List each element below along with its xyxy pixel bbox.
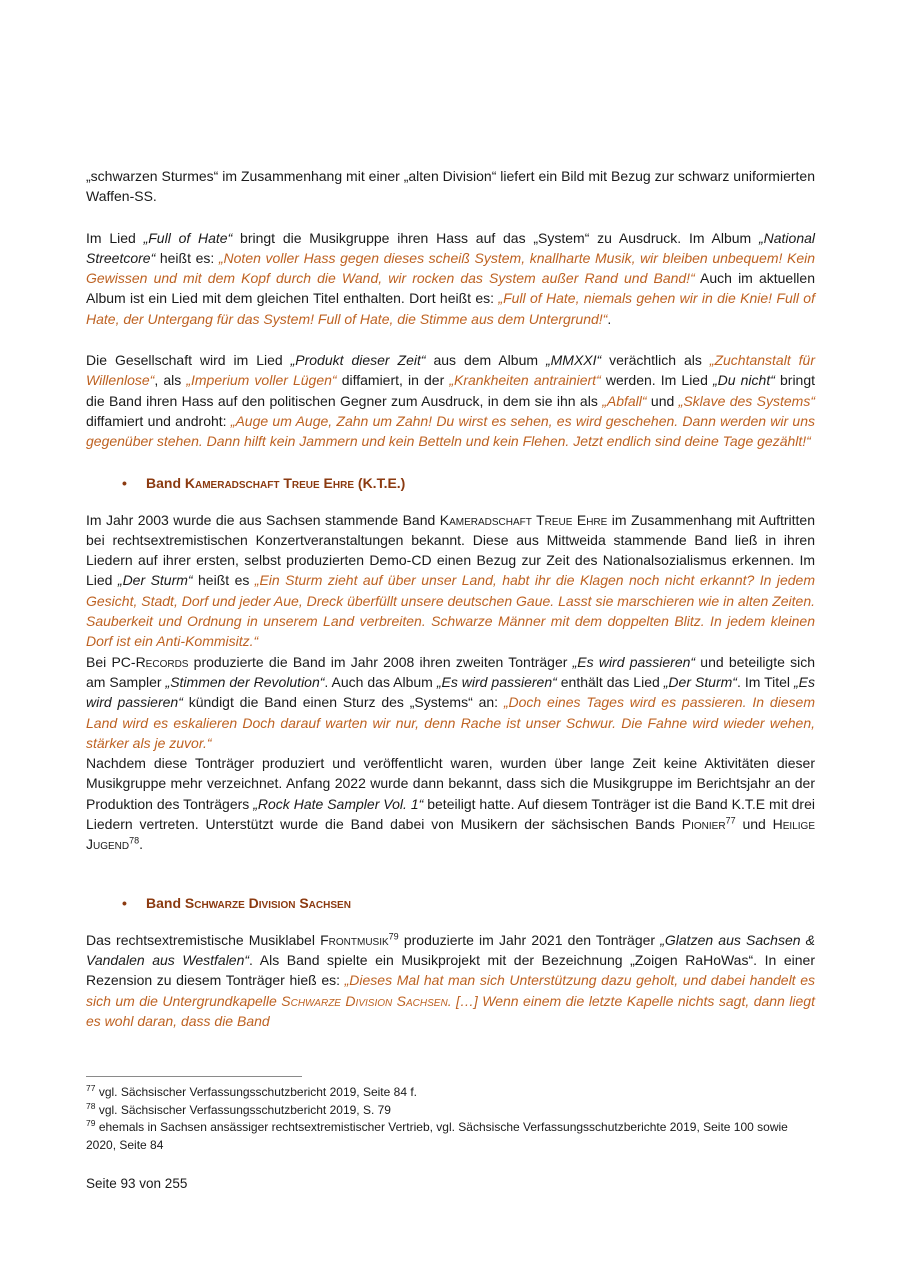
text-segment: „Rock Hate Sampler Vol. 1“	[253, 795, 424, 812]
text-segment: .	[139, 836, 144, 853]
text-segment: „Full of Hate“	[143, 229, 233, 246]
paragraph	[86, 166, 815, 207]
text-segment: Schwarze Division Sachsen	[281, 992, 448, 1009]
footnote-reference: 79	[388, 930, 399, 941]
text-segment: „Glatzen aus Sachsen & Vandalen aus Westfalen“	[86, 931, 816, 968]
text-segment: . Auch das Album	[324, 673, 437, 690]
text-segment: Im Lied	[86, 229, 144, 246]
text-segment: Die Gesellschaft wird im Lied	[86, 352, 291, 369]
text-segment: und beteiligte sich am Sampler	[86, 653, 815, 690]
bullet-heading-text	[146, 473, 405, 493]
bullet-heading-text	[146, 893, 351, 913]
text-segment: „Stimmen der Revolution“	[165, 673, 325, 690]
text-segment: „National Streetcore“	[86, 229, 815, 266]
text-segment: .	[607, 310, 612, 327]
text-segment: Das rechtsextremistische Musiklabel	[86, 931, 321, 948]
footnote-79	[86, 1119, 815, 1154]
text-segment: „Full of Hate, niemals gehen wir in die Knie! Full of Hate, der Untergang für das System! Full of Hate, die Stimme aus dem Untergrund!“	[86, 290, 815, 327]
footnote-78-ref: 78	[86, 1100, 96, 1111]
bullet-heading	[122, 893, 815, 913]
text-segment: Nachdem diese Tonträger produziert und veröffentlicht waren, wurden über lange Zeit keine Aktivitäten dieser Musikgruppe mehr verzeichnet. Anfang 2022 wurde dann bekannt, dass sich die Musikgruppe im Berichtsjahr an der Produktion des Tonträgers	[86, 755, 815, 812]
text-segment: diffamiert, in der	[336, 372, 450, 389]
text-segment: PC-Records	[111, 653, 189, 670]
text-segment: , als	[154, 372, 187, 389]
text-segment: „Du nicht“	[712, 372, 775, 389]
paragraph	[86, 753, 815, 854]
paragraph	[86, 510, 815, 652]
bullet-icon: •	[122, 894, 127, 911]
text-segment: Bei	[86, 653, 112, 670]
text-segment: „Auge um Auge, Zahn um Zahn! Du wirst es sehen, es wird geschehen. Dann werden wir uns gegenüber stehen. Dann hilft kein Jammern und kein Betteln und kein Flehen. Jetzt endlich sind deine Tage gezählt!“	[86, 412, 815, 450]
text-segment: Auch im aktuellen Album ist ein Lied mit dem gleichen Titel enthalten. Dort heißt es:	[86, 270, 815, 307]
bullet-heading	[122, 473, 815, 493]
text-segment: „Es wird passieren“	[86, 673, 815, 711]
page-number-footer: Seite 93 von 255	[86, 1176, 188, 1191]
text-segment: und	[646, 392, 679, 409]
text-segment: „Der Sturm“	[663, 673, 737, 690]
paragraph	[86, 930, 815, 1031]
text-segment: Im Jahr 2003 wurde die aus Sachsen stammende Band	[86, 511, 440, 528]
text-segment: . […] Wenn einem die letzte Kapelle nichts sagt, dann liegt es wohl daran, dass die Band	[86, 992, 815, 1029]
paragraph	[86, 350, 815, 451]
footnote-reference: 78	[129, 835, 140, 846]
text-segment: produzierte die Band im Jahr 2008 ihren zweiten Tonträger	[188, 653, 573, 670]
text-segment: bringt die Musikgruppe ihren Hass auf das „System“ zu Ausdruck. Im Album	[232, 229, 759, 246]
footnote-separator	[86, 1076, 302, 1077]
footnote-section	[86, 1076, 815, 1154]
text-segment: Band	[146, 474, 185, 491]
text-segment: „Abfall“	[602, 392, 647, 409]
text-segment: heißt es	[192, 572, 255, 589]
text-segment: Frontmusik	[320, 931, 389, 948]
text-segment: Kameradschaft Treue Ehre	[439, 511, 608, 528]
text-segment: „Imperium voller Lügen“	[186, 372, 337, 389]
footnote-78-text: vgl. Sächsischer Verfassungsschutzbericht 2019, S. 79	[98, 1102, 391, 1117]
footnote-77-text: vgl. Sächsischer Verfassungsschutzbericht 2019, Seite 84 f.	[98, 1085, 417, 1099]
text-segment: Kameradschaft Treue Ehre	[184, 474, 355, 491]
text-segment: beteiligt hatte. Auf diesem Tonträger ist die Band K.T.E mit drei Liedern vertreten. Unterstützt wurde die Band dabei von Musikern der sächsischen Bands	[86, 795, 815, 833]
bullet-icon: •	[122, 474, 127, 491]
text-segment: Band	[146, 894, 185, 911]
text-segment: kündigt die Band einen Sturz des „Systems“ an:	[182, 694, 504, 711]
document-body	[86, 166, 815, 1031]
footnote-79-text: ehemals in Sachsen ansässiger rechtsextremistischer Vertrieb, vgl. Sächsische Verfassungsschutzberichte 2019, Seite 100 sowie 2020, Seite 84	[86, 1120, 788, 1152]
footnote-79-ref: 79	[86, 1118, 96, 1128]
text-segment: „Zuchtanstalt für Willenlose“	[86, 352, 815, 389]
text-segment: verächtlich als	[601, 352, 710, 369]
text-segment: „MMXXI“	[545, 352, 602, 369]
text-segment: Pionier	[681, 816, 726, 833]
text-segment: „schwarzen Sturmes“ im Zusammenhang mit einer „alten Division“ liefert ein Bild mit Bezug zur schwarz uniformierten Waffen-SS.	[86, 168, 815, 205]
footnote-reference: 77	[725, 815, 736, 826]
text-segment: Heilige Jugend	[86, 816, 816, 853]
text-segment: heißt es:	[155, 249, 219, 266]
text-segment: im Zusammenhang mit Auftritten bei rechtsextremistischen Konzertveranstaltungen bekannt. Diese aus Mittweida stammende Band ließ in ihren Liedern auf ihrer ersten, selbst produzierten Demo-CD einen Bezug zur Zeit des Nationalsozialismus erkennen. Im Lied	[86, 511, 816, 589]
text-segment: „Es wird passieren“	[572, 653, 696, 670]
text-segment: aus dem Album	[425, 352, 546, 369]
text-segment: „Sklave des Systems“	[678, 392, 816, 409]
footnote-77-ref: 77	[86, 1083, 96, 1093]
text-segment: „Doch eines Tages wird es passieren. In diesem Land wird es eskalieren Doch darauf warten wir nur, denn Rache ist unser Schwur. Die Fahne wird wieder wehen, stärker als je zuvor.“	[86, 694, 815, 751]
text-segment: „Produkt dieser Zeit“	[290, 352, 426, 369]
text-segment: enthält das Lied	[556, 673, 664, 690]
text-segment: . Als Band spielte ein Musikprojekt mit der Bezeichnung „Zoigen RaHoWas“. In einer Rezension zu diesem Tonträger hieß es:	[86, 951, 815, 989]
text-segment: „Noten voller Hass gegen dieses scheiß System, knallharte Musik, wir bleiben unbequem! Kein Gewissen und mit dem Kopf durch die Wand, wir rocken das System außer Rand und Band!“	[86, 249, 815, 287]
text-segment: diffamiert und androht:	[86, 412, 231, 429]
text-segment: „Es wird passieren“	[436, 673, 557, 690]
text-segment: (K.T.E.)	[354, 474, 406, 491]
text-segment: „Der Sturm“	[117, 572, 193, 589]
text-segment: werden. Im Lied	[600, 372, 713, 389]
text-segment: produzierte im Jahr 2021 den Tonträger	[398, 931, 661, 948]
text-segment: bringt die Band ihren Hass auf den politischen Gegner zum Ausdruck, in dem sie ihn als	[86, 372, 816, 409]
text-segment: . Im Titel	[736, 673, 794, 690]
footnote-77	[86, 1084, 815, 1102]
paragraph	[86, 652, 815, 753]
footnote-78	[86, 1102, 815, 1120]
text-segment: „Dieses Mal hat man sich Unterstützung dazu geholt, und dabei handelt es sich um die Untergrundkapelle	[86, 972, 815, 1009]
text-segment: „Ein Sturm zieht auf über unser Land, habt ihr die Klagen noch nicht erkannt? In jedem Gesicht, Stadt, Dorf und jeder Aue, Dreck überfüllt unsere deutschen Gaue. Lasst sie marschieren wie in alten Zeiten. Sauberkeit und Ordnung in unserem Land verbreiten. Schwarze Männer mit dem doppelten Blitz. In jedem kleinen Dorf ist ein Anti-Kommisitz.“	[86, 572, 815, 650]
paragraph	[86, 228, 815, 329]
text-segment: Schwarze Division Sachsen	[184, 894, 351, 911]
text-segment: „Krankheiten antrainiert“	[449, 372, 601, 389]
text-segment: und	[735, 816, 773, 833]
